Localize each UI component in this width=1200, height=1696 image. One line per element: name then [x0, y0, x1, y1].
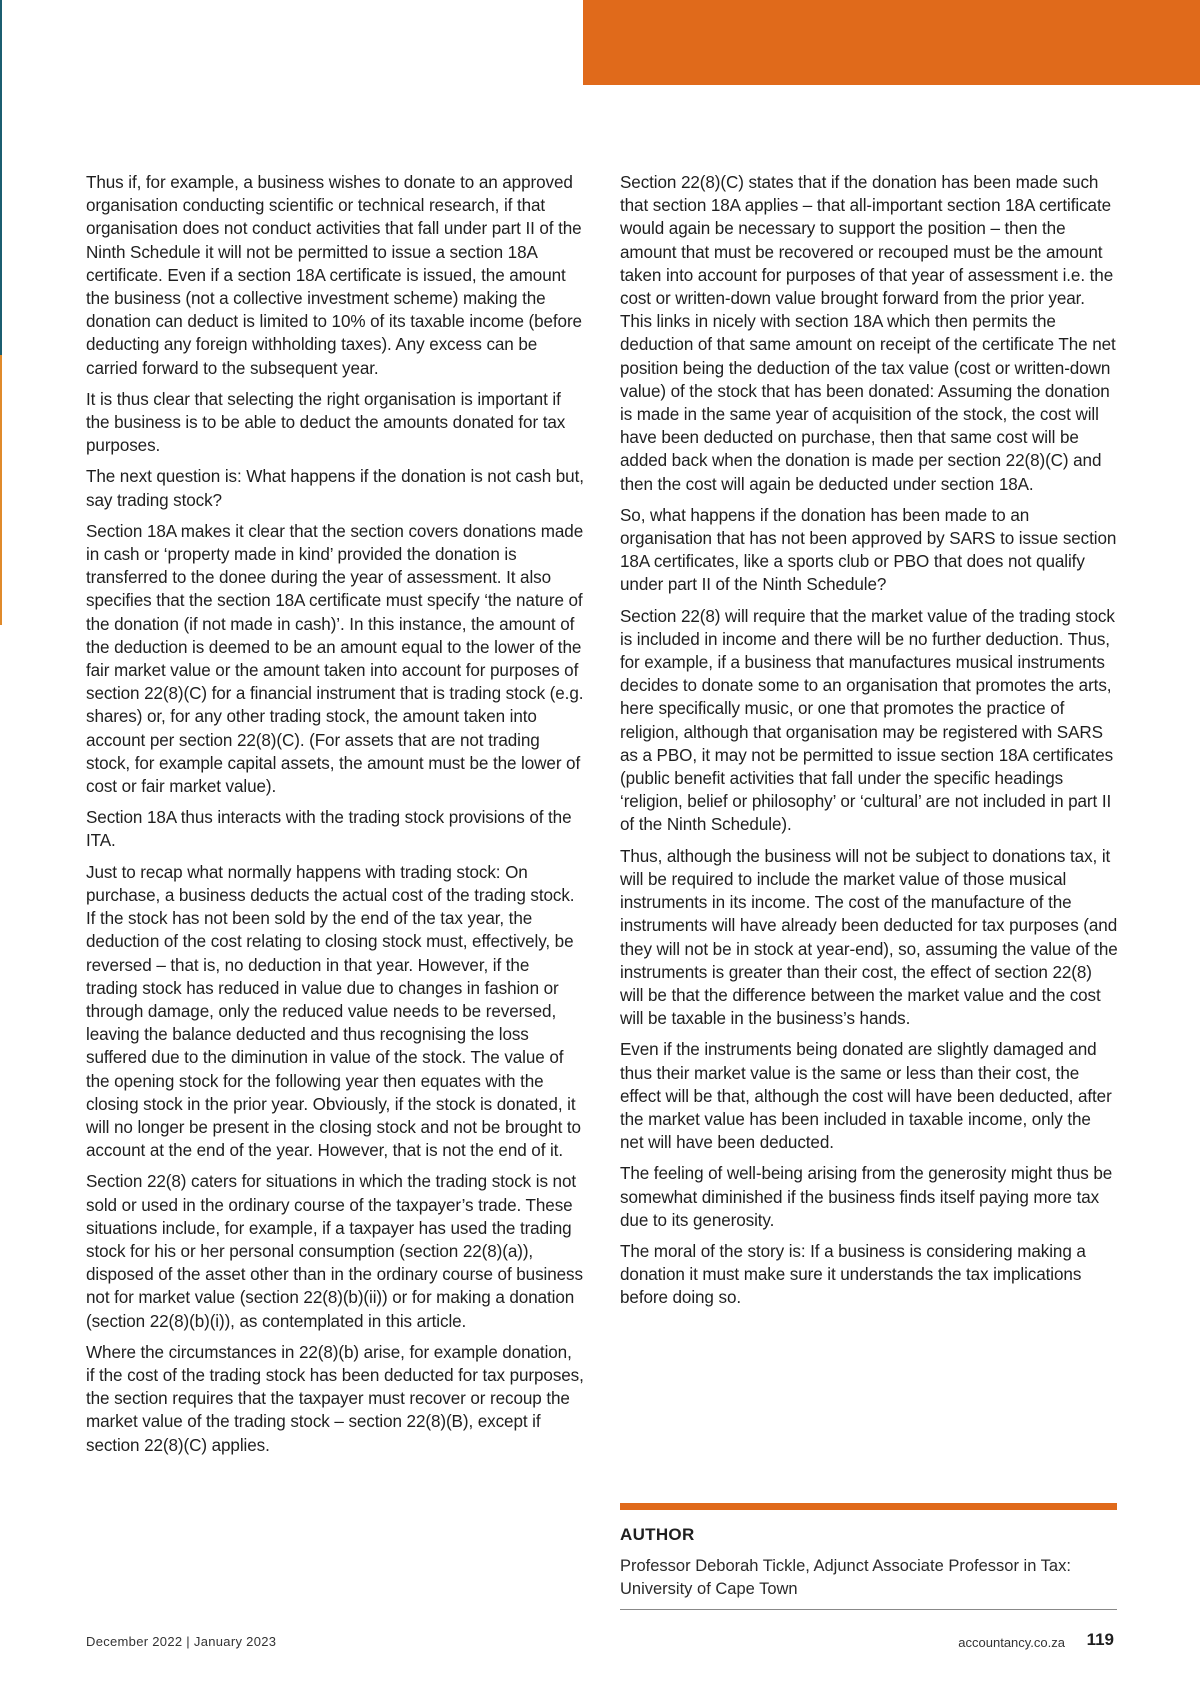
- author-divider: [620, 1503, 1117, 1510]
- paragraph: Thus, although the business will not be subject to donations tax, it will be required to include the market value of those musical instruments in its income. The cost of the manufacture of the instruments will have already been deducted for tax purposes (and they will not be in stock at year-end), so, assuming the value of the instruments is greater than their cost, the effect of section 22(8) will be that the difference between the market value and the cost will be taxable in the business’s hands.: [620, 846, 1118, 1029]
- edge-accent-line-orange: [0, 355, 2, 625]
- page-number: 119: [1086, 1630, 1114, 1649]
- paragraph: Section 22(8)(C) states that if the donation has been made such that section 18A applies – that all-important section 18A certificate would again be necessary to support the position – then the amount that must be recovered or recouped must be the amount taken into account for purposes of that year of assessment i.e. the cost or written-down value brought forward from the prior year. This links in nicely with section 18A which then permits the deduction of that same amount on receipt of the certificate The net position being the deduction of the tax value (cost or written-down value) of the stock that has been donated: Assuming the donation is made in the same year of acquisition of the stock, the cost will have been deducted on purchase, then that same cost will be added back when the donation is made per section 22(8)(C) and then the cost will again be deducted under section 18A.: [620, 173, 1116, 494]
- paragraph: The next question is: What happens if the donation is not cash but, say trading stock?: [86, 467, 584, 510]
- author-heading: AUTHOR: [620, 1525, 695, 1544]
- paragraph: Section 22(8) caters for situations in which the trading stock is not sold or used in the ordinary course of the taxpayer’s trade. These situations include, for example, if a taxpayer has used the trading stock for his or her personal consumption (section 22(8)(a)), disposed of the asset other than in the ordinary course of business not for market value (section 22(8)(b)(ii)) or for making a donation (section 22(8)(b)(i)), as contemplated in this article.: [86, 1172, 583, 1331]
- paragraph: Even if the instruments being donated are slightly damaged and thus their market value is the same or less than their cost, the effect will be that, although the cost will have been deducted, after the market value has been included in taxable income, only the net will have been deducted.: [620, 1040, 1112, 1153]
- site-link[interactable]: accountancy.co.za: [958, 1635, 1065, 1650]
- paragraph: Just to recap what normally happens with trading stock: On purchase, a business deducts the actual cost of the trading stock. If the stock has not been sold by the end of the tax year, the deduction of the cost relating to closing stock must, effectively, be reversed – that is, no deduction in that year. However, if the trading stock has reduced in value due to changes in fashion or through damage, only the reduced value needs to be reversed, leaving the balance deducted and thus recognising the loss suffered due to the diminution in value of the stock. The value of the opening stock for the following year then equates with the closing stock in the prior year. Obviously, if the stock is donated, it will no longer be present in the closing stock and not be brought to account at the end of the year. However, that is not the end of it.: [86, 862, 581, 1161]
- paragraph: Where the circumstances in 22(8)(b) arise, for example donation, if the cost of the trading stock has been deducted for tax purposes, the section requires that the taxpayer must recover or recoup the market value of the trading stock – section 22(8)(B), except if section 22(8)(C) applies.: [86, 1342, 584, 1455]
- paragraph: Section 18A makes it clear that the section covers donations made in cash or ‘property made in kind’ provided the donation is transferred to the donee during the year of assessment. It also specifies that the section 18A certificate must specify ‘the nature of the donation (if not made in cash)’. In this instance, the amount of the deduction is deemed to be an amount equal to the lower of the fair market value or the amount taken into account for purposes of section 22(8)(C) for a financial instrument that is trading stock (e.g. shares) or, for any other trading stock, the amount taken into account per section 22(8)(C). (For assets that are not trading stock, for example capital assets, the amount must be the lower of cost or fair market value).: [86, 521, 584, 797]
- paragraph: The moral of the story is: If a business is considering making a donation it must make sure it understands the tax implications before doing so.: [620, 1241, 1086, 1308]
- paragraph: Thus if, for example, a business wishes to donate to an approved organisation conducting scientific or technical research, if that organisation does not conduct activities that fall under part II of the Ninth Schedule it will not be permitted to issue a section 18A certificate. Even if a section 18A certificate is issued, the amount the business (not a collective investment scheme) making the donation can deduct is limited to 10% of its taxable income (before deducting any foreign withholding taxes). Any excess can be carried forward to the subsequent year.: [86, 173, 582, 378]
- edge-accent-line: [0, 0, 2, 355]
- issue-date: December 2022 | January 2023: [86, 1634, 277, 1649]
- article-right-column: [620, 171, 1118, 1318]
- author-box: [620, 1503, 1117, 1601]
- article-left-column: [86, 171, 584, 1465]
- author-bottom-divider: [620, 1609, 1117, 1610]
- paragraph: So, what happens if the donation has been made to an organisation that has not been approved by SARS to issue section 18A certificates, like a sports club or PBO that does not qualify under part II of the Ninth Schedule?: [620, 505, 1117, 595]
- paragraph: The feeling of well-being arising from the generosity might thus be somewhat diminished if the business finds itself paying more tax due to its generosity.: [620, 1164, 1113, 1230]
- header-accent-bar: [583, 0, 1200, 85]
- author-bio: Professor Deborah Tickle, Adjunct Associate Professor in Tax: University of Cape Town: [620, 1557, 1071, 1598]
- paragraph: It is thus clear that selecting the right organisation is important if the business is to be able to deduct the amounts donated for tax purposes.: [86, 389, 566, 456]
- paragraph: Section 18A thus interacts with the trading stock provisions of the ITA.: [86, 808, 572, 851]
- paragraph: Section 22(8) will require that the market value of the trading stock is included in income and there will be no further deduction. Thus, for example, if a business that manufactures musical instruments decides to donate some to an organisation that promotes the arts, here specifically music, or one that promotes the practice of religion, although that organisation may be registered with SARS as a PBO, it may not be permitted to issue section 18A certificates (public benefit activities that fall under the specific headings ‘religion, belief or philosophy’ or ‘cultural’ are not included in part II of the Ninth Schedule).: [620, 606, 1115, 835]
